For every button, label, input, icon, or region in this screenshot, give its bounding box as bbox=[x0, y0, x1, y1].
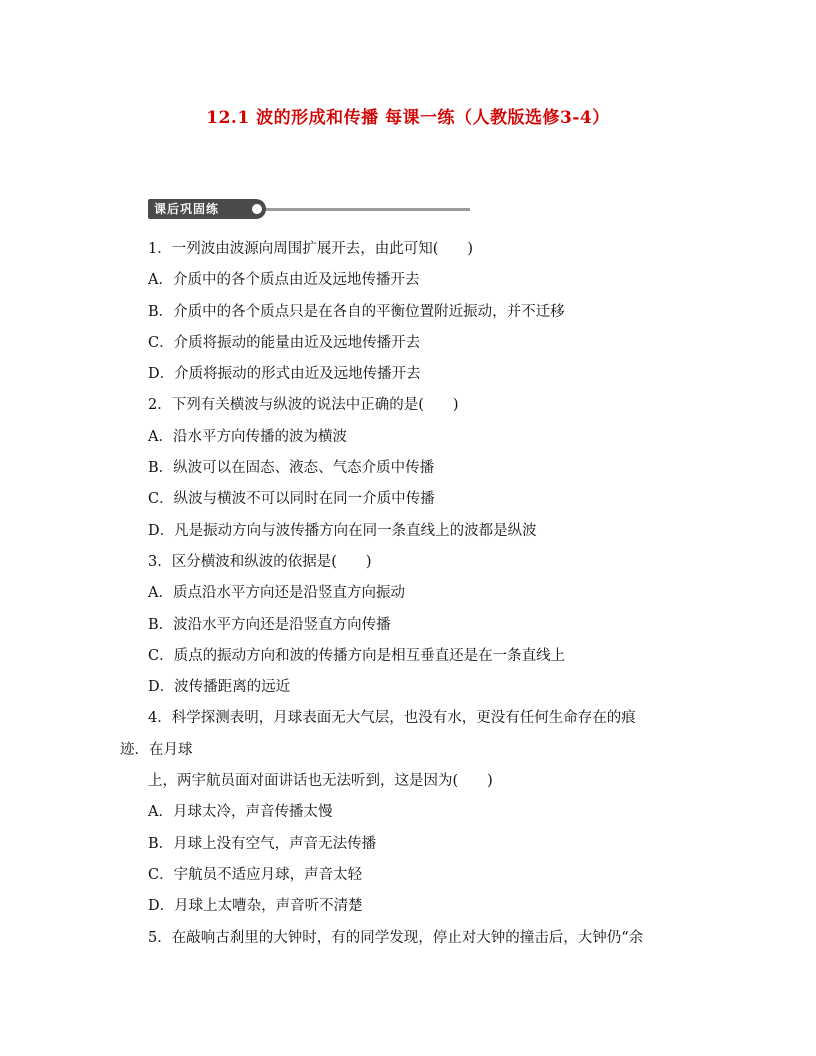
answer-option: B．介质中的各个质点只是在各自的平衡位置附近振动，并不迁移 bbox=[148, 303, 565, 320]
question-line: 5．在敲响古刹里的大钟时，有的同学发现，停止对大钟的撞击后，大钟仍“余 bbox=[148, 929, 644, 946]
question-line: 4．科学探测表明，月球表面无大气层，也没有水，更没有任何生命存在的痕 bbox=[148, 710, 636, 727]
answer-option: C．纵波与横波不可以同时在同一介质中传播 bbox=[148, 491, 435, 508]
answer-option: C．宇航员不适应月球，声音太轻 bbox=[148, 866, 363, 883]
answer-option: A．沿水平方向传播的波为横波 bbox=[148, 428, 347, 445]
answer-option: C．质点的振动方向和波的传播方向是相互垂直还是在一条直线上 bbox=[148, 647, 566, 664]
answer-option: D．凡是振动方向与波传播方向在同一条直线上的波都是纵波 bbox=[148, 522, 537, 539]
answer-option: D．介质将振动的形式由近及远地传播开去 bbox=[148, 366, 421, 383]
answer-option: A．月球太冷，声音传播太慢 bbox=[148, 804, 333, 821]
question-line: 1．一列波由波源向周围扩展开去，由此可知( ) bbox=[148, 241, 474, 257]
answer-option: B．月球上没有空气，声音无法传播 bbox=[148, 835, 377, 852]
bullet-dot-icon bbox=[252, 204, 262, 214]
answer-option: A．质点沿水平方向还是沿竖直方向振动 bbox=[148, 585, 405, 602]
answer-option: A．介质中的各个质点由近及远地传播开去 bbox=[148, 272, 420, 289]
section-divider-line bbox=[266, 208, 470, 211]
answer-option: D．月球上太嘈杂，声音听不清楚 bbox=[148, 898, 363, 915]
section-banner bbox=[148, 199, 470, 219]
answer-option: C．介质将振动的能量由近及远地传播开去 bbox=[148, 334, 421, 351]
question-line: 2．下列有关横波与纵波的说法中正确的是( ) bbox=[148, 397, 459, 414]
exercise-content bbox=[120, 234, 720, 954]
answer-option: D．波传播距离的远近 bbox=[148, 679, 291, 696]
section-label: 课后巩固练 bbox=[148, 199, 266, 219]
question-line: 3．区分横波和纵波的依据是( ) bbox=[148, 553, 372, 570]
answer-option: B．纵波可以在固态、液态、气态介质中传播 bbox=[148, 460, 435, 477]
question-line: 上，两宇航员面对面讲话也无法听到，这是因为( ) bbox=[148, 773, 493, 790]
continuation-line: 迹．在月球 bbox=[120, 741, 193, 758]
page-title: 12.1 波的形成和传播 每课一练（人教版选修3-4） bbox=[206, 108, 610, 128]
answer-option: B．波沿水平方向还是沿竖直方向传播 bbox=[148, 616, 391, 633]
